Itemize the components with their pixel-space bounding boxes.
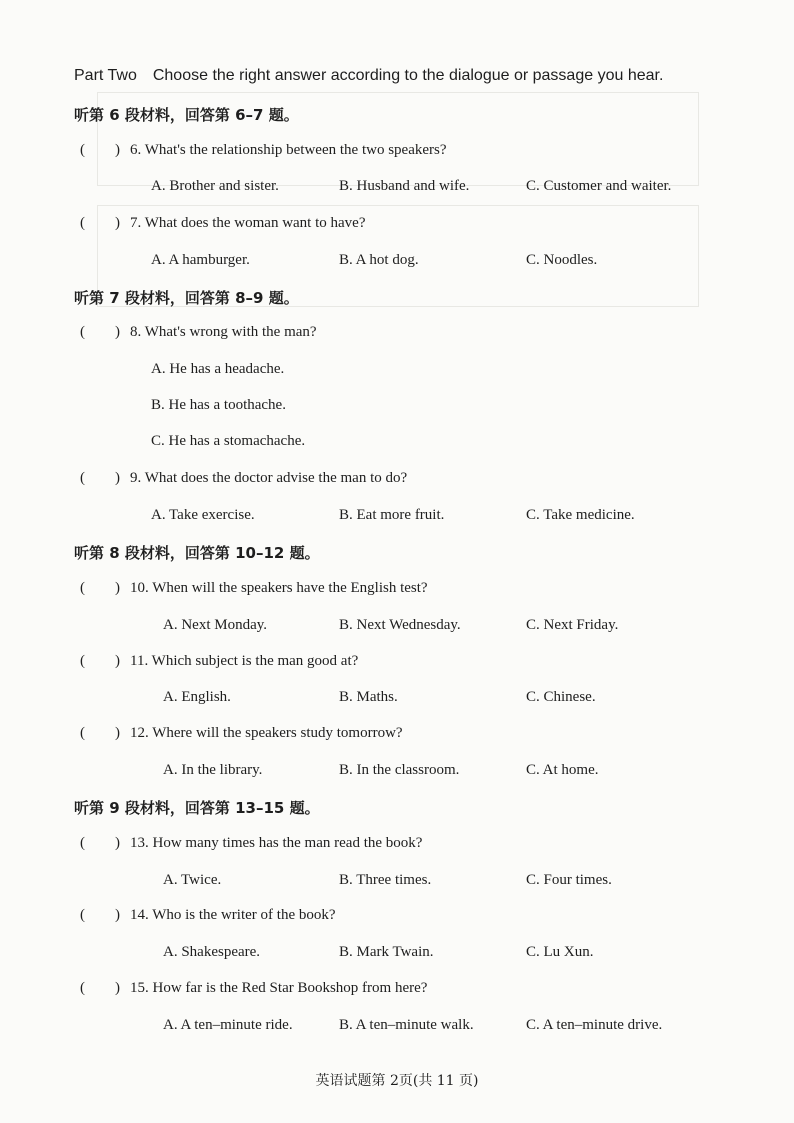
answer-bracket[interactable]: ( ) — [80, 980, 120, 996]
option-b: B. Mark Twain. — [339, 944, 434, 960]
section-heading: 听第 7 段材料，回答第 8–9 题。 — [74, 289, 299, 307]
question-8 — [80, 324, 317, 341]
option-a: A. He has a headache. — [151, 361, 285, 377]
question-text: 8. What's wrong with the man? — [130, 324, 317, 340]
option-b: B. A ten–minute walk. — [339, 1017, 474, 1033]
option-b: B. Maths. — [339, 689, 398, 705]
answer-bracket[interactable]: ( ) — [80, 142, 120, 158]
option-b: B. Eat more fruit. — [339, 507, 445, 523]
section-heading: 听第 9 段材料，回答第 13–15 题。 — [74, 799, 320, 817]
option-b: B. Next Wednesday. — [339, 617, 461, 633]
option-a: A. A ten–minute ride. — [163, 1017, 293, 1033]
answer-bracket[interactable]: ( ) — [80, 215, 120, 231]
option-b: B. In the classroom. — [339, 762, 460, 778]
question-14 — [80, 907, 336, 924]
answer-bracket[interactable]: ( ) — [80, 324, 120, 340]
option-a: A. Take exercise. — [151, 507, 255, 523]
question-text: 10. When will the speakers have the English test? — [130, 580, 428, 596]
part-label: Part Two — [74, 67, 137, 84]
option-b: B. A hot dog. — [339, 252, 419, 268]
answer-bracket[interactable]: ( ) — [80, 580, 120, 596]
option-c: C. Four times. — [526, 872, 612, 888]
question-text: 14. Who is the writer of the book? — [130, 907, 336, 923]
question-10 — [80, 580, 428, 597]
option-a: A. Next Monday. — [163, 617, 268, 633]
section-heading: 听第 8 段材料，回答第 10–12 题。 — [74, 544, 320, 562]
option-c: C. Take medicine. — [526, 507, 635, 523]
option-a: A. Brother and sister. — [151, 178, 279, 194]
question-text: 13. How many times has the man read the book? — [130, 835, 423, 851]
question-9 — [80, 470, 407, 487]
answer-bracket[interactable]: ( ) — [80, 653, 120, 669]
question-12 — [80, 725, 403, 742]
question-text: 12. Where will the speakers study tomorrow? — [130, 725, 403, 741]
part-instruction: Choose the right answer according to the dialogue or passage you hear. — [152, 67, 664, 84]
option-c: C. A ten–minute drive. — [526, 1017, 663, 1033]
option-b: B. He has a toothache. — [151, 397, 286, 413]
question-text: 9. What does the doctor advise the man to do? — [130, 470, 408, 486]
option-a: A. English. — [163, 689, 231, 705]
question-11 — [80, 653, 358, 670]
option-c: C. At home. — [526, 762, 599, 778]
option-c: C. Chinese. — [526, 689, 596, 705]
option-a: A. In the library. — [163, 762, 263, 778]
answer-bracket[interactable]: ( ) — [80, 907, 120, 923]
option-c: C. Noodles. — [526, 252, 598, 268]
answer-bracket[interactable]: ( ) — [80, 725, 120, 741]
question-text: 15. How far is the Red Star Bookshop from here? — [130, 980, 428, 996]
option-c: C. He has a stomachache. — [151, 433, 306, 449]
option-a: A. A hamburger. — [151, 252, 250, 268]
question-13 — [80, 835, 422, 852]
page-footer: 英语试题第 2页(共 11 页) — [315, 1073, 479, 1089]
option-c: C. Next Friday. — [526, 617, 619, 633]
section-heading: 听第 6 段材料，回答第 6–7 题。 — [74, 106, 299, 124]
option-b: B. Three times. — [339, 872, 432, 888]
option-a: A. Twice. — [163, 872, 222, 888]
option-c: C. Customer and waiter. — [526, 178, 672, 194]
answer-bracket[interactable]: ( ) — [80, 470, 120, 486]
question-15 — [80, 980, 427, 997]
question-text: 11. Which subject is the man good at? — [130, 653, 359, 669]
answer-bracket[interactable]: ( ) — [80, 835, 120, 851]
question-7 — [80, 215, 366, 232]
option-b: B. Husband and wife. — [339, 178, 470, 194]
question-text: 7. What does the woman want to have? — [130, 215, 366, 231]
option-a: A. Shakespeare. — [163, 944, 261, 960]
question-6 — [80, 142, 447, 159]
option-c: C. Lu Xun. — [526, 944, 594, 960]
question-text: 6. What's the relationship between the two speakers? — [130, 142, 447, 158]
part-heading — [74, 67, 663, 85]
